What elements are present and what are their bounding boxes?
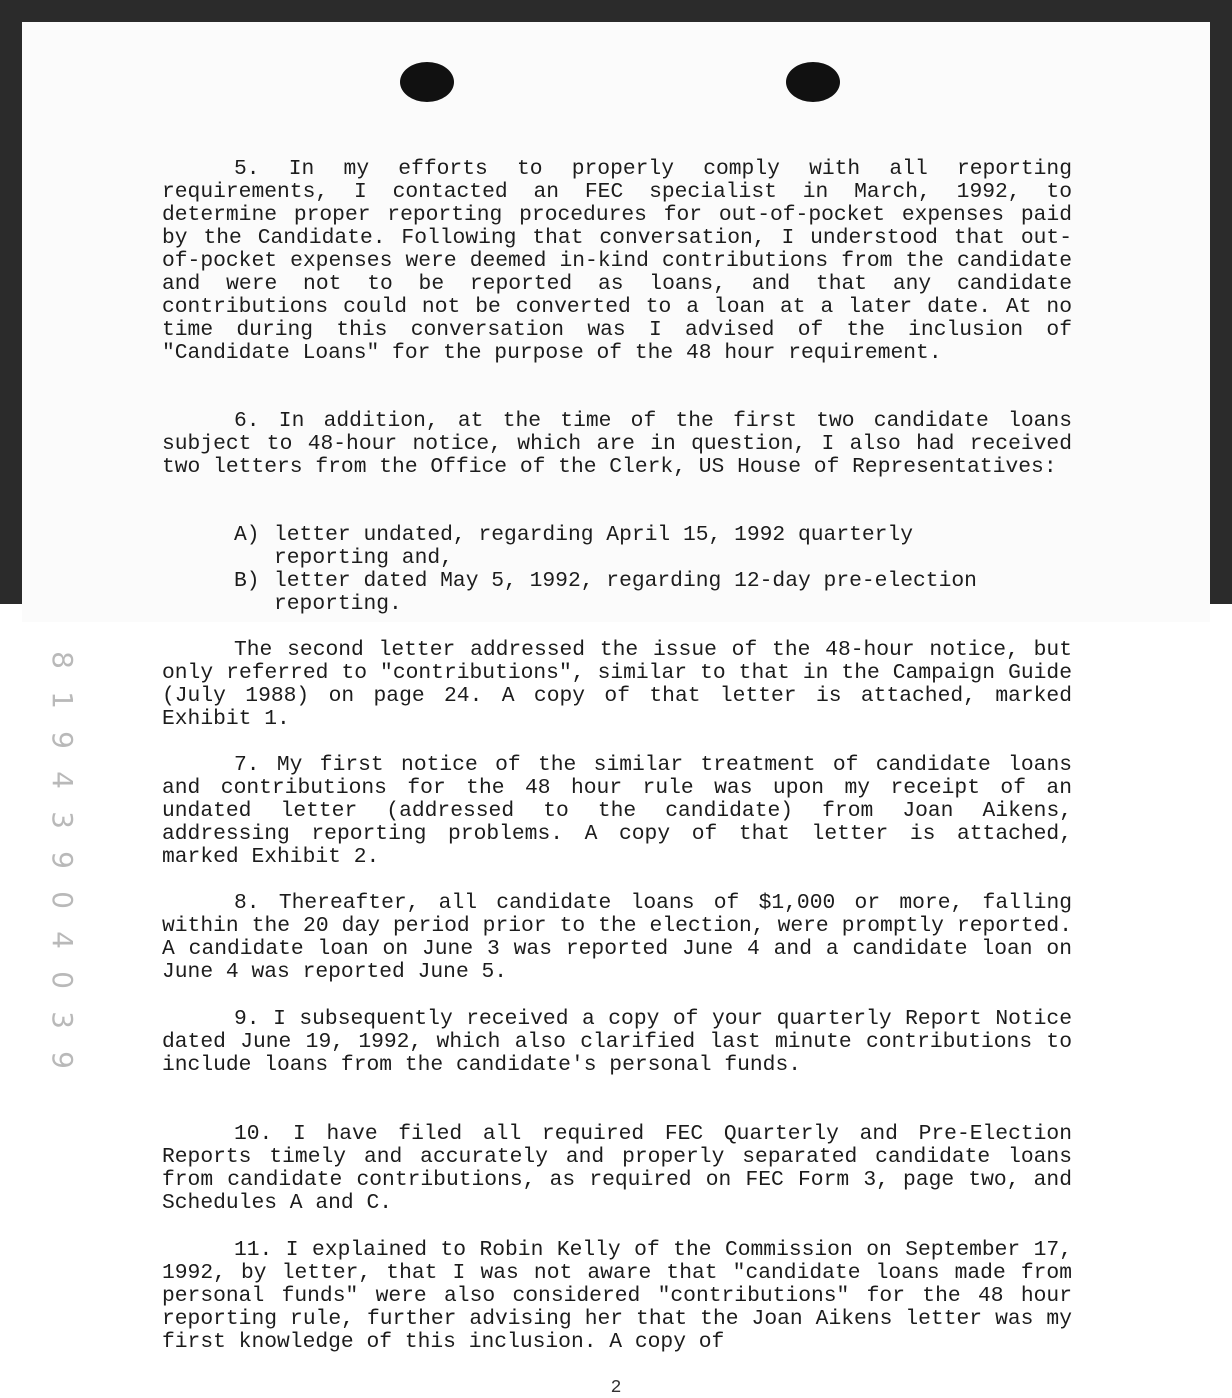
- paragraph-8: 8. Thereafter, all candidate loans of $1,000 or more, falling within the 20 day period prior to the election, were promptly reported. A candidate loan on June 3 was reported June 4 and a candidate loan on June 4 was reported June 5.: [162, 891, 1072, 984]
- paragraph-5: 5. In my efforts to properly comply with all reporting requirements, I contacted an FEC specialist in March, 1992, to determine proper reporting procedures for out-of-pocket expenses paid by the Candidate. Following that conversation, I understood that out-of-pocket expenses were deemed in-kind contributions from the candidate and were not to be reported as loans, and that any candidate contributions could not be converted to a loan at a later date. At no time during this conversation was I advised of the inclusion of "Candidate Loans" for the purpose of the 48 hour requirement.: [162, 157, 1072, 365]
- stamp-digit: 3: [46, 1011, 79, 1029]
- paragraph-11: 11. I explained to Robin Kelly of the Commission on September 17, 1992, by letter, that I was not aware that "candidate loans made from personal funds" were also considered "contributions" for the 48 hour reporting rule, further advising her that the Joan Aikens letter was my first knowledge of this inclusion. A copy of: [162, 1238, 1072, 1354]
- stamp-digit: 8: [46, 651, 79, 669]
- page-number: 2: [610, 1378, 622, 1398]
- punch-hole-right: [786, 62, 840, 102]
- list-item-a: A) letter undated, regarding April 15, 1992 quarterly reporting and,: [234, 523, 914, 570]
- stamp-digit: 4: [46, 931, 79, 949]
- list-item-b: B) letter dated May 5, 1992, regarding 12-day pre-election reporting.: [234, 569, 977, 616]
- punch-hole-left: [400, 62, 454, 102]
- stamp-digit: 3: [46, 811, 79, 829]
- paragraph-9: 9. I subsequently received a copy of your quarterly Report Notice dated June 19, 1992, which also clarified last minute contributions to include loans from the candidate's personal funds.: [162, 1007, 1072, 1077]
- stamp-digit: 0: [46, 971, 79, 989]
- stamp-digit: 0: [46, 891, 79, 909]
- paragraph-6-continued: The second letter addressed the issue of the 48-hour notice, but only referred to "contributions", similar to that in the Campaign Guide (July 1988) on page 24. A copy of that letter is attached, marked Exhibit 1.: [162, 638, 1072, 731]
- paragraph-7: 7. My first notice of the similar treatment of candidate loans and contributions for the 48 hour rule was upon my receipt of an undated letter (addressed to the candidate) from Joan Aikens, addressing reporting problems. A copy of that letter is attached, marked Exhibit 2.: [162, 753, 1072, 869]
- paragraph-10: 10. I have filed all required FEC Quarterly and Pre-Election Reports timely and accurately and properly separated candidate loans from candidate contributions, as required on FEC Form 3, page two, and Schedules A and C.: [162, 1122, 1072, 1215]
- document-stamp-number: [44, 640, 80, 1080]
- stamp-digit: 4: [46, 771, 79, 789]
- stamp-digit: 9: [46, 851, 79, 869]
- stamp-digit: 9: [46, 731, 79, 749]
- stamp-digit: 9: [46, 1051, 79, 1069]
- paragraph-6: 6. In addition, at the time of the first two candidate loans subject to 48-hour notice, which are in question, I also had received two letters from the Office of the Clerk, US House of Representatives:: [162, 409, 1072, 479]
- stamp-digit: 1: [46, 691, 79, 709]
